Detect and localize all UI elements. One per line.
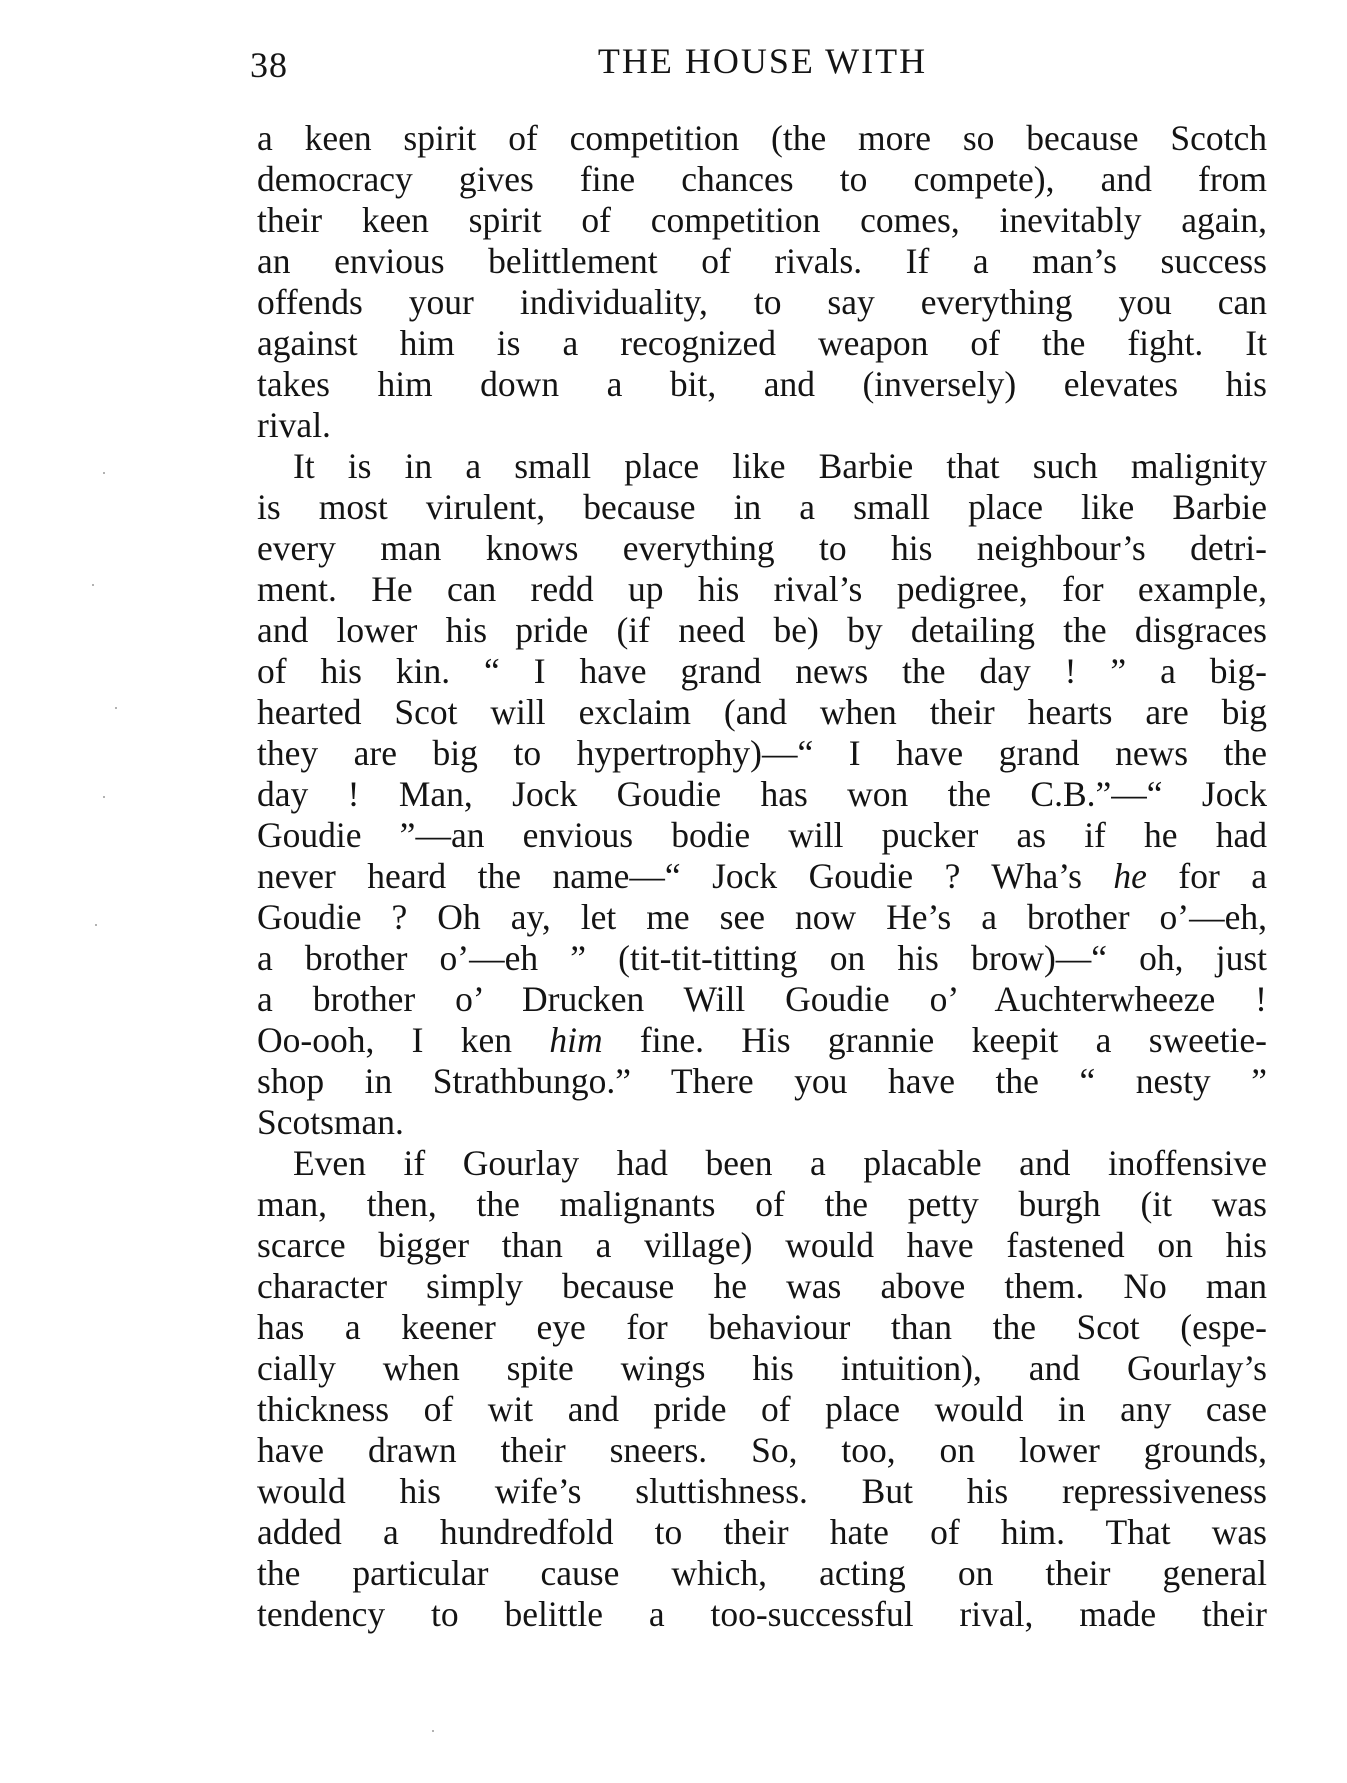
italic-word: him [549, 1020, 603, 1060]
text-line: and lower his pride (if need be) by detailing the disgraces [257, 610, 1267, 650]
text-line: cially when spite wings his intuition), and Gourlay’s [257, 1348, 1267, 1388]
text-line: against him is a recognized weapon of the fight. It [257, 323, 1267, 363]
text-line: would his wife’s sluttishness. But his repressiveness [257, 1471, 1267, 1511]
scan-speck [92, 584, 94, 586]
text-line: added a hundredfold to their hate of him. That was [257, 1512, 1267, 1552]
text-line: an envious belittlement of rivals. If a man’s success [257, 241, 1267, 281]
scan-speck [103, 796, 105, 798]
page-number: 38 [250, 45, 288, 85]
text-line: day ! Man, Jock Goudie has won the C.B.”—“ Jock [257, 774, 1267, 814]
text-line: of his kin. “ I have grand news the day ! ” a big- [257, 651, 1267, 691]
text-line: a brother o’—eh ” (tit-tit-titting on his brow)—“ oh, just [257, 938, 1267, 978]
text-line: ment. He can redd up his rival’s pedigree, for example, [257, 569, 1267, 609]
italic-word: he [1113, 856, 1147, 896]
text-line: thickness of wit and pride of place would in any case [257, 1389, 1267, 1429]
text-line [257, 856, 1267, 897]
text-line: Goudie ”—an envious bodie will pucker as if he had [257, 815, 1267, 855]
text-line: democracy gives fine chances to compete), and from [257, 159, 1267, 199]
text-line: a keen spirit of competition (the more so because Scotch [257, 118, 1267, 158]
text-line: every man knows everything to his neighbour’s detri- [257, 528, 1267, 568]
text-line: shop in Strathbungo.” There you have the “ nesty ” [257, 1061, 1267, 1101]
text-span: fine. His grannie keepit a sweetie- [602, 1020, 1267, 1060]
scan-speck [103, 472, 105, 474]
body-text [257, 118, 1267, 1635]
text-line: tendency to belittle a too-successful rival, made their [257, 1594, 1267, 1634]
text-span: never heard the name—“ Jock Goudie ? Wha’s [257, 856, 1114, 896]
text-line: has a keener eye for behaviour than the Scot (espe- [257, 1307, 1267, 1347]
text-line: It is in a small place like Barbie that such malignity [293, 446, 1267, 486]
page-header [250, 40, 1275, 90]
text-line: hearted Scot will exclaim (and when their hearts are big [257, 692, 1267, 732]
text-line: Scotsman. [257, 1102, 404, 1142]
text-line: takes him down a bit, and (inversely) elevates his [257, 364, 1267, 404]
text-line: their keen spirit of competition comes, inevitably again, [257, 200, 1267, 240]
text-line [257, 1020, 1267, 1061]
text-line: is most virulent, because in a small place like Barbie [257, 487, 1267, 527]
text-line: a brother o’ Drucken Will Goudie o’ Auchterwheeze ! [257, 979, 1267, 1019]
text-line: have drawn their sneers. So, too, on lower grounds, [257, 1430, 1267, 1470]
text-line: rival. [257, 405, 331, 445]
scan-speck [95, 924, 97, 926]
text-line: they are big to hypertrophy)—“ I have grand news the [257, 733, 1267, 773]
text-line: scarce bigger than a village) would have fastened on his [257, 1225, 1267, 1265]
text-line: Even if Gourlay had been a placable and inoffensive [293, 1143, 1267, 1183]
text-line: character simply because he was above them. No man [257, 1266, 1267, 1306]
text-line: man, then, the malignants of the petty burgh (it was [257, 1184, 1267, 1224]
scan-speck [115, 707, 117, 709]
text-span: Oo-ooh, I ken [257, 1020, 550, 1060]
scan-speck [432, 1730, 434, 1732]
text-span: for a [1146, 856, 1267, 896]
running-head: THE HOUSE WITH [597, 41, 928, 81]
text-line: the particular cause which, acting on their general [257, 1553, 1267, 1593]
text-line: offends your individuality, to say everything you can [257, 282, 1267, 322]
text-line: Goudie ? Oh ay, let me see now He’s a brother o’—eh, [257, 897, 1267, 937]
